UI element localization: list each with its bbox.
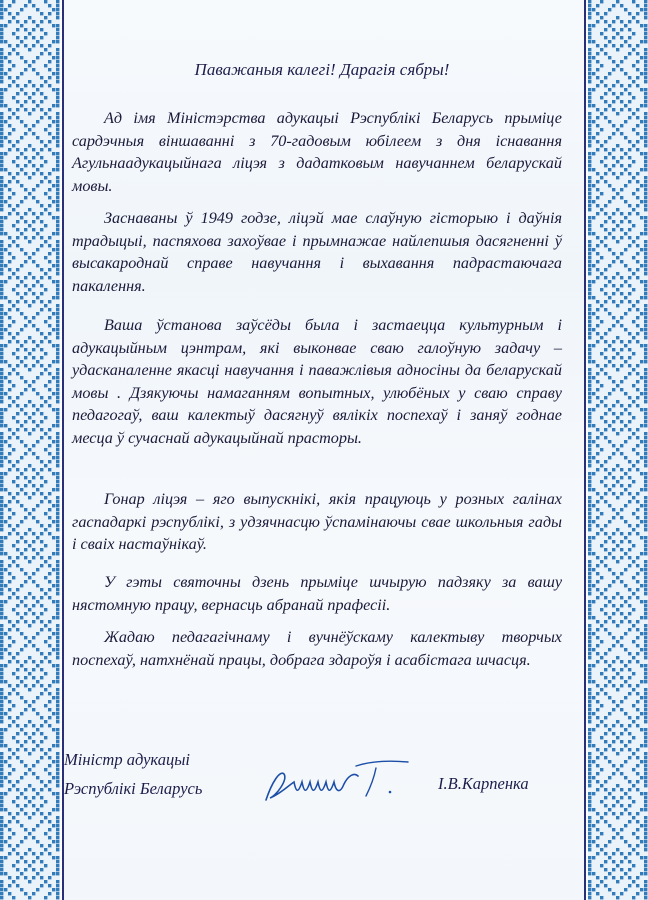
letter-body [64,0,572,900]
signatory-name: І.В.Карпенка [438,774,529,793]
ornament-pattern-icon [0,0,60,900]
left-ornament-border [0,0,60,900]
signatory-title-line1: Міністр адукацыі [64,750,190,769]
right-frame-line [584,0,586,900]
ornament-pattern-icon [588,0,648,900]
paragraph-2: Заснаваны ў 1949 годзе, ліцэй мае слаўную гісторыю і даўнія традыцыі, паспяхова захоўвае і прымнажае найлепшыя дасягненні ў высакароднай справе навучання і выхавання падрастаючага пакалення. [72,209,562,295]
paragraph-3: Ваша ўстанова заўсёды была і застаецца культурным і адукацыйным цэнтрам, які выконвае сваю галоўную задачу – удасканаленне якасці навучання і паважлівыя адносіны да беларускай мовы . Дзякуючы намаганням вопытных, улюбёных у сваю справу педагогаў, ваш калектыў дасягнуў вялікіх поспехаў і заняў годнае месца ў сучаснай адукацыйнай прасторы. [72,316,562,447]
paragraph-6: Жадаю педагагічнаму і вучнёўскаму калектыву творчых поспехаў, натхнёнай працы, добрага здароўя і асабістага шчасця. [72,628,562,669]
greeting: Паважаныя калегі! Дарагія сябры! [194,60,450,79]
signatory-title [64,745,202,803]
right-ornament-border [588,0,648,900]
paragraph-1: Ад імя Міністэрства адукацыі Рэспублікі Беларусь прыміце сардэчныя віншаванні з 70-гадовым юбілеем з дня існавання Агульнаадукацыйнага ліцэя з дадатковым навучаннем беларускай мовы. [72,109,562,195]
handwritten-signature-icon [258,752,418,812]
paragraph-4: Гонар ліцэя – яго выпускнікі, якія працуюць у розных галінах гаспадаркі рэспублікі, з удзячнасцю ўспамінаючы свае школьныя гады і сваіх настаўнікаў. [72,490,562,553]
signatory-title-line2: Рэспублікі Беларусь [64,779,203,798]
paragraph-5: У гэты святочны дзень прыміце шчырую падзяку за вашу нястомную працу, вернасць абранай прафесіі. [72,573,562,614]
